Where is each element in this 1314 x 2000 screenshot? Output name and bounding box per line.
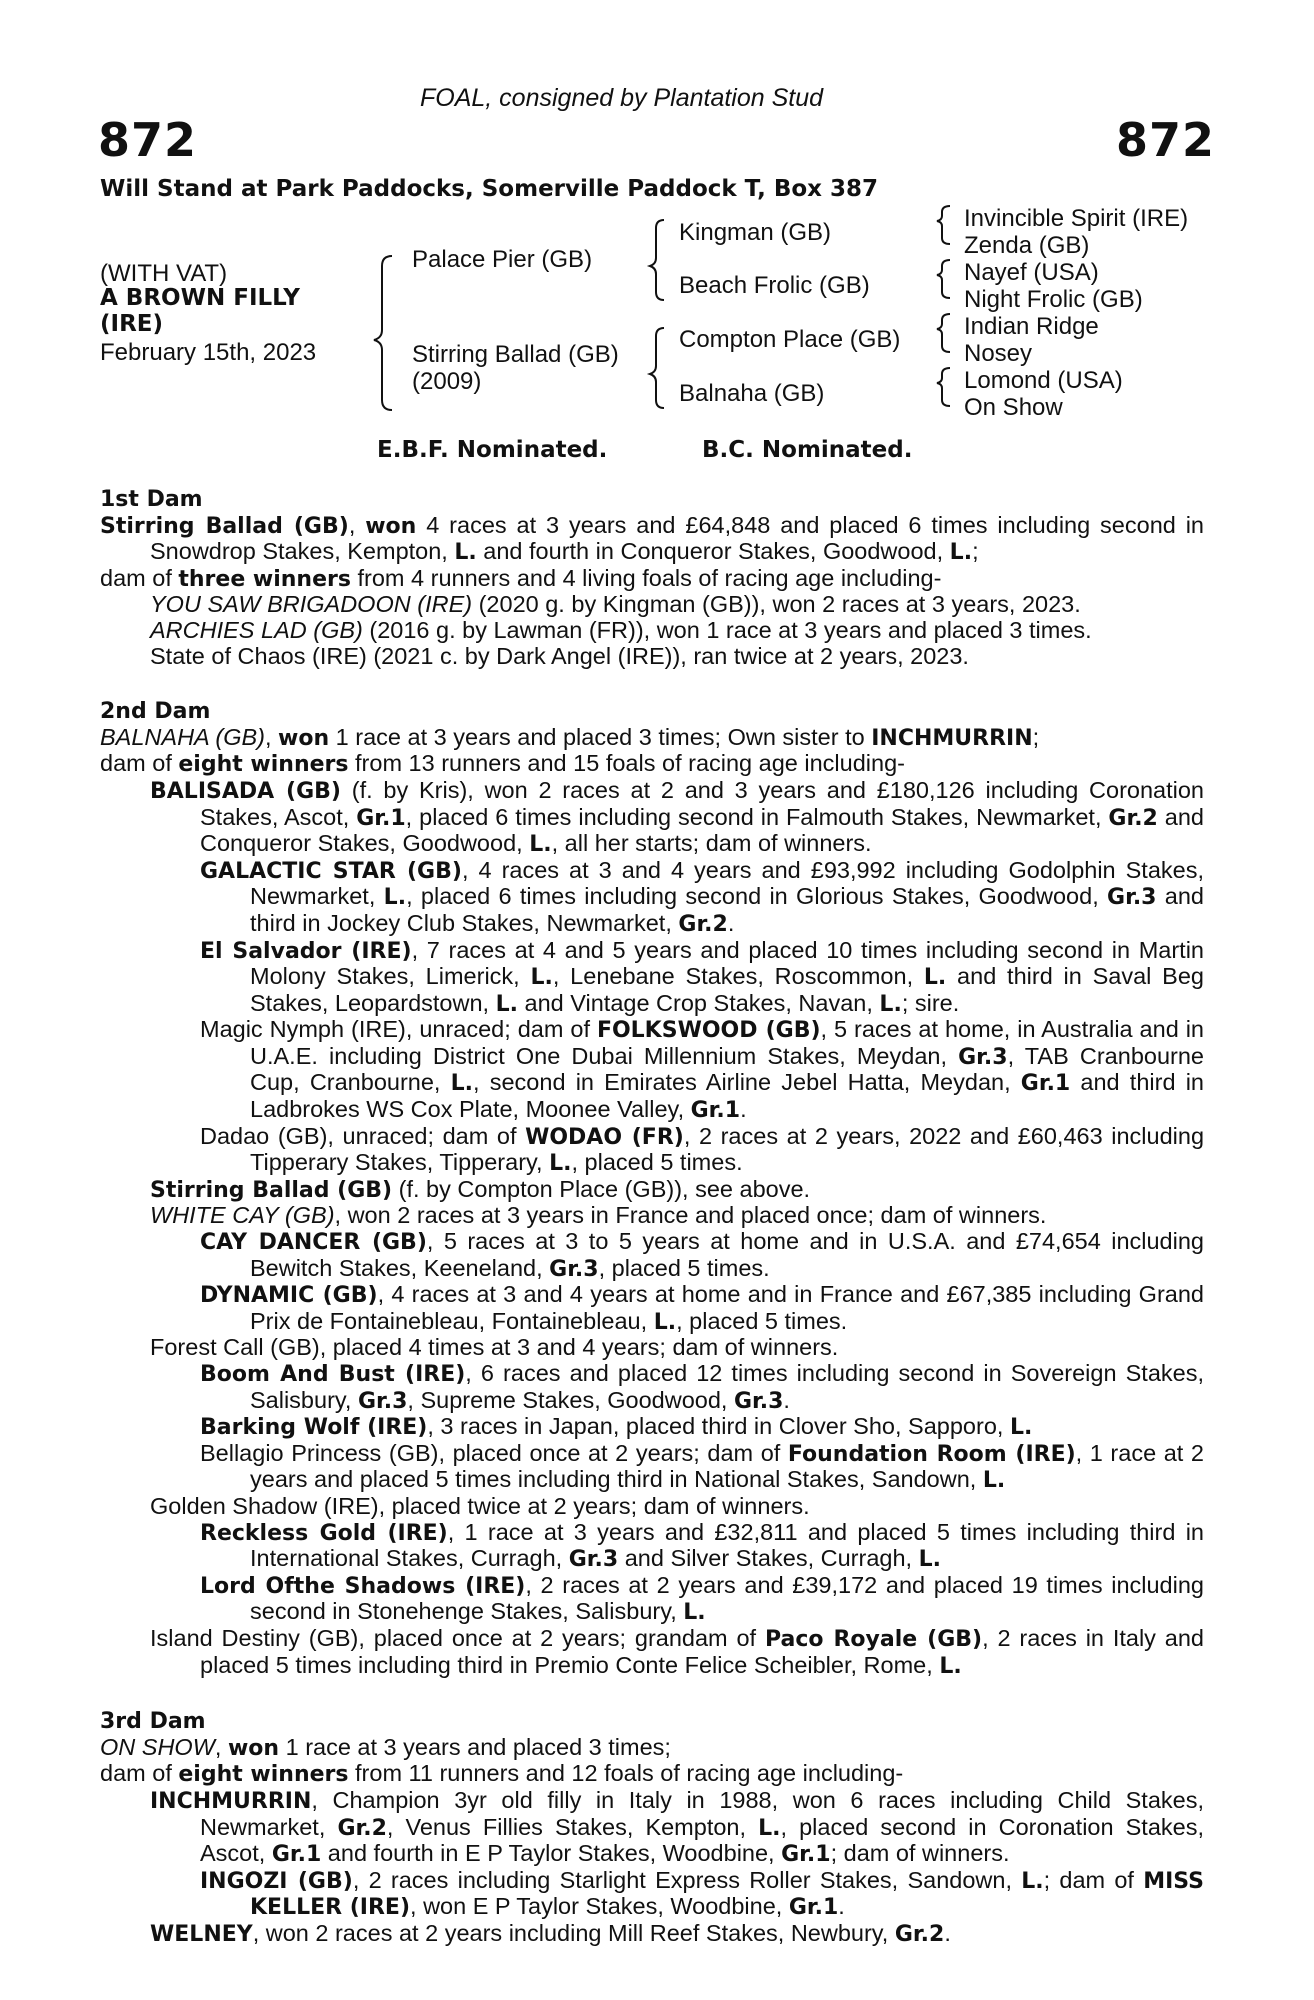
vat-label: (WITH VAT) <box>100 260 228 287</box>
produce-item: El Salvador (IRE), 7 races at 4 and 5 years and placed 10 times including second in Martin Molony Stakes, Limerick, L., Lenebane Stakes, Roscommon, L. and third in Saval Beg Stakes, Leopardstown, L. and Vintage Crop Stakes, Navan, L.; sire. <box>200 936 1205 1017</box>
produce-item: Island Destiny (GB), placed once at 2 years; grandam of Paco Royale (GB), 2 races in Italy and placed 5 times including third in Premio Conte Felice Scheibler, Rome, L. <box>150 1624 1204 1679</box>
lot-number-left: 872 <box>98 113 198 167</box>
produce-item: YOU SAW BRIGADOON (IRE) (2020 g. by Kingman (GB)), won 2 races at 3 years, 2023. <box>150 591 1081 618</box>
ebf-nomination: E.B.F. Nominated. <box>377 437 608 463</box>
produce-item: WELNEY, won 2 races at 2 years including Mill Reef Stakes, Newbury, Gr.2. <box>150 1919 951 1947</box>
produce-item: Stirring Ballad (GB) (f. by Compton Place (GB)), see above. <box>150 1175 811 1203</box>
consignment-line: FOAL, consigned by Plantation Stud <box>420 84 824 112</box>
second-dam-produce-summary: dam of eight winners from 13 runners and 15 foals of racing age including- <box>100 750 905 778</box>
gen4-8: On Show <box>964 394 1063 421</box>
sire-sire-name: Kingman (GB) <box>679 219 832 246</box>
lot-number-right: 872 <box>1116 113 1216 167</box>
foal-name-line2: (IRE) <box>100 311 164 337</box>
produce-item: Lord Ofthe Shadows (IRE), 2 races at 2 years and £39,172 and placed 19 times including second in Stonehenge Stakes, Salisbury, L. <box>200 1571 1204 1626</box>
dam-dam-name: Balnaha (GB) <box>679 380 825 407</box>
produce-item: WHITE CAY (GB), won 2 races at 3 years in France and placed once; dam of winners. <box>150 1202 1047 1229</box>
produce-item: Dadao (GB), unraced; dam of WODAO (FR), 2 races at 2 years, 2022 and £60,463 including Tipperary Stakes, Tipperary, L., placed 5 times. <box>200 1122 1205 1177</box>
third-dam-heading: 3rd Dam <box>100 1709 206 1735</box>
produce-item: INCHMURRIN, Champion 3yr old filly in Italy in 1988, won 6 races including Child Stakes, Newmarket, Gr.2, Venus Fillies Stakes, Kempton, L., placed second in Coronation Stakes, Ascot, Gr.1 and fourth in E P Taylor Stakes, Woodbine, Gr.1; dam of winners. <box>150 1786 1205 1868</box>
produce-item: Barking Wolf (IRE), 3 races in Japan, placed third in Clover Sho, Sapporo, L. <box>200 1413 1033 1441</box>
first-dam-heading: 1st Dam <box>100 487 203 512</box>
pedigree-body <box>100 487 1204 1947</box>
gen4-5: Indian Ridge <box>964 313 1099 340</box>
produce-item: INGOZI (GB), 2 races including Starlight Express Roller Stakes, Sandown, L.; dam of MISS KELLER (IRE), won E P Taylor Stakes, Woodbine, Gr.1. <box>200 1866 1204 1921</box>
produce-item: State of Chaos (IRE) (2021 c. by Dark Angel (IRE)), ran twice at 2 years, 2023. <box>150 642 969 669</box>
third-dam-entry: ON SHOW, won 1 race at 3 years and placed 3 times; <box>100 1733 671 1761</box>
second-dam-heading: 2nd Dam <box>100 699 211 725</box>
produce-item: Boom And Bust (IRE), 6 races and placed 12 times including second in Sovereign Stakes, Salisbury, Gr.3, Supreme Stakes, Goodwood, Gr.3. <box>200 1360 1204 1414</box>
produce-item: CAY DANCER (GB), 5 races at 3 to 5 years at home and in U.S.A. and £74,654 including Bewitch Stakes, Keeneland, Gr.3, placed 5 times. <box>200 1228 1204 1282</box>
gen4-4: Night Frolic (GB) <box>964 286 1143 313</box>
first-dam-produce-summary: dam of three winners from 4 runners and 4 living foals of racing age including- <box>100 564 942 592</box>
produce-item: Reckless Gold (IRE), 1 race at 3 years and £32,811 and placed 5 times including third in International Stakes, Curragh, Gr.3 and Silver Stakes, Curragh, L. <box>200 1518 1204 1573</box>
produce-item: Bellagio Princess (GB), placed once at 2 years; dam of Foundation Room (IRE), 1 race at 2 years and placed 5 times including third in National Stakes, Sandown, L. <box>200 1439 1204 1494</box>
gen4-7: Lomond (USA) <box>964 367 1123 394</box>
stand-location: Will Stand at Park Paddocks, Somerville Paddock T, Box 387 <box>100 176 879 202</box>
first-dam-entry: Stirring Ballad (GB), won 4 races at 3 years and £64,848 and placed 6 times including second in Snowdrop Stakes, Kempton, L. and fourth in Conqueror Stakes, Goodwood, L.; <box>100 511 1205 566</box>
produce-item: Forest Call (GB), placed 4 times at 3 and 4 years; dam of winners. <box>150 1334 839 1361</box>
gen4-3: Nayef (USA) <box>964 259 1099 286</box>
produce-item: ARCHIES LAD (GB) (2016 g. by Lawman (FR)), won 1 race at 3 years and placed 3 times. <box>150 616 1092 643</box>
produce-item: Golden Shadow (IRE), placed twice at 2 years; dam of winners. <box>150 1492 810 1519</box>
gen4-2: Zenda (GB) <box>964 232 1090 259</box>
bc-nomination: B.C. Nominated. <box>702 437 913 463</box>
foal-name-line1: A BROWN FILLY <box>100 285 300 311</box>
dam-sire-name: Compton Place (GB) <box>679 326 901 353</box>
sire-name: Palace Pier (GB) <box>412 246 593 273</box>
foal-dob: February 15th, 2023 <box>100 339 317 366</box>
produce-item: Magic Nymph (IRE), unraced; dam of FOLKSWOOD (GB), 5 races at home, in Australia and in U.A.E. including District One Dubai Millennium Stakes, Meydan, Gr.3, TAB Cranbourne Cup, Cranbourne, L., second in Emirates Airline Jebel Hatta, Meydan, Gr.1 and third in Ladbrokes WS Cox Plate, Moonee Valley, Gr.1. <box>200 1016 1205 1124</box>
second-dam-entry: BALNAHA (GB), won 1 race at 3 years and placed 3 times; Own sister to INCHMURRIN; <box>100 723 1040 751</box>
sire-dam-name: Beach Frolic (GB) <box>679 272 870 299</box>
dam-year: (2009) <box>412 368 482 395</box>
third-dam-produce-summary: dam of eight winners from 11 runners and 12 foals of racing age including- <box>100 1760 904 1788</box>
gen4-1: Invincible Spirit (IRE) <box>964 205 1189 232</box>
dam-name: Stirring Ballad (GB) <box>412 341 619 368</box>
produce-item: DYNAMIC (GB), 4 races at 3 and 4 years at home and in France and £67,385 including Grand Prix de Fontainebleau, Fontainebleau, L., placed 5 times. <box>200 1281 1204 1335</box>
gen4-6: Nosey <box>964 340 1033 367</box>
produce-item: GALACTIC STAR (GB), 4 races at 3 and 4 years and £93,992 including Godolphin Stakes, Newmarket, L., placed 6 times including second in Glorious Stakes, Goodwood, Gr.3 and third in Jockey Club Stakes, Newmarket, Gr.2. <box>200 856 1205 937</box>
produce-item: BALISADA (GB) (f. by Kris), won 2 races at 2 and 3 years and £180,126 including Coronation Stakes, Ascot, Gr.1, placed 6 times including second in Falmouth Stakes, Newmarket, Gr.2 and Conqueror Stakes, Goodwood, L., all her starts; dam of winners. <box>150 776 1204 858</box>
